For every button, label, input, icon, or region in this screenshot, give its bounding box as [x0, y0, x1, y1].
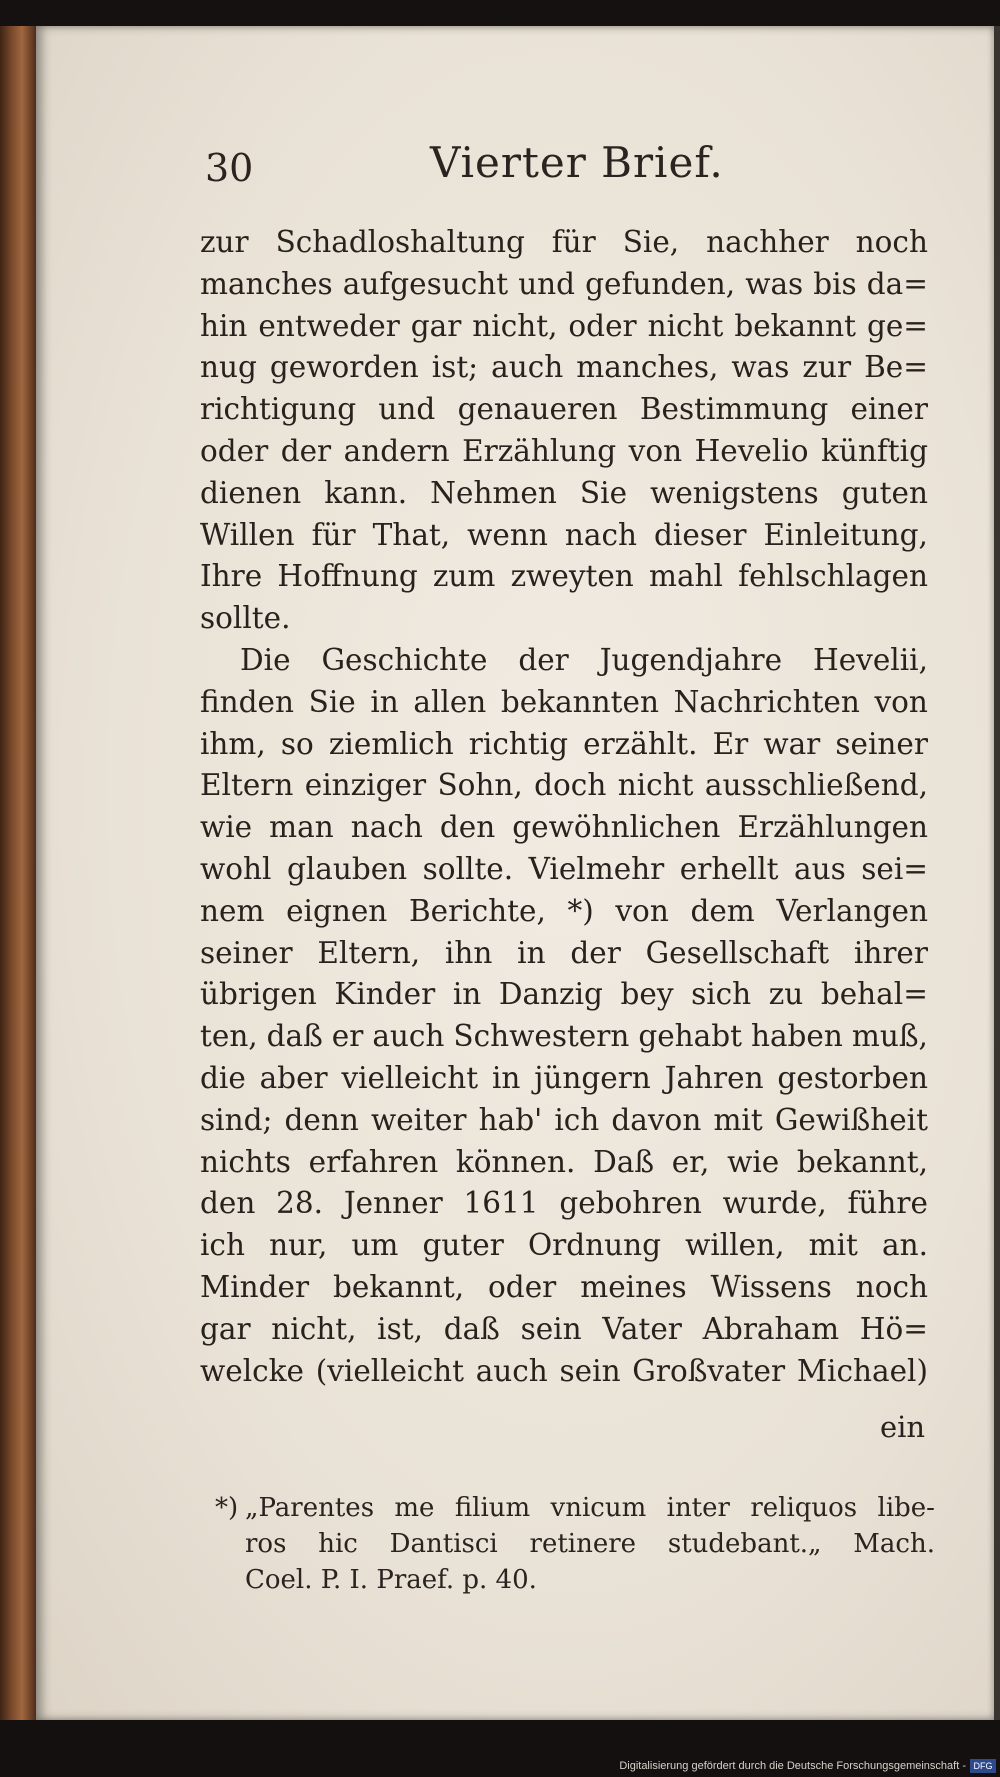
- text-line: Eltern einziger Sohn, doch nicht ausschließend,: [200, 768, 928, 803]
- catchword: ein: [880, 1410, 926, 1444]
- text-line: den 28. Jenner 1611 gebohren wurde, führe: [200, 1186, 928, 1221]
- text-line: zur Schadloshaltung für Sie, nachher noch: [200, 225, 928, 259]
- text-line: oder der andern Erzählung von Hevelio künftig: [200, 433, 928, 468]
- scan-right-border: [994, 26, 1000, 1720]
- book-binding-edge: [0, 26, 40, 1720]
- text-line: Ihre Hoffnung zum zweyten mahl fehlschlagen: [200, 559, 928, 594]
- text-line: nichts erfahren können. Daß er, wie bekannt,: [200, 1144, 928, 1179]
- digitization-credit: Digitalisierung gefördert durch die Deutsche Forschungsgemeinschaft -: [619, 1760, 966, 1772]
- footnote: [215, 1490, 935, 1598]
- text-line: ich nur, um guter Ordnung willen, mit an.: [200, 1228, 928, 1263]
- footnote-mark: *): [215, 1493, 239, 1523]
- text-line: ihm, so ziemlich richtig erzählt. Er war seiner: [200, 726, 928, 761]
- text-line: richtigung und genaueren Bestimmung einer: [200, 392, 928, 427]
- text-line: Willen für That, wenn nach dieser Einleitung,: [200, 517, 928, 552]
- text-line: nem eignen Berichte, *) von dem Verlangen: [200, 893, 928, 928]
- text-line: Die Geschichte der Jugendjahre Hevelii,: [240, 642, 928, 677]
- text-line: welcke (vielleicht auch sein Großvater Michael): [200, 1353, 928, 1388]
- text-line: wohl glauben sollte. Vielmehr erhellt aus sei=: [200, 851, 928, 886]
- footnote-line: „Parentes me filium vnicum inter reliquos libe-: [245, 1493, 935, 1523]
- text-line: Minder bekannt, oder meines Wissens noch: [200, 1269, 928, 1304]
- text-line: ten, daß er auch Schwestern gehabt haben muß,: [200, 1019, 928, 1054]
- text-line: seiner Eltern, ihn in der Gesellschaft ihrer: [200, 935, 928, 970]
- text-line: nug geworden ist; auch manches, was zur Be=: [200, 350, 928, 385]
- text-line: hin entweder gar nicht, oder nicht bekannt ge=: [200, 308, 928, 343]
- running-title: Vierter Brief.: [430, 138, 724, 187]
- text-line: finden Sie in allen bekannten Nachrichten von: [200, 684, 928, 719]
- footnote-line: ros hic Dantisci retinere studebant.„ Mach.: [245, 1529, 935, 1559]
- text-line: die aber vielleicht in jüngern Jahren gestorben: [200, 1060, 928, 1095]
- page-number: 30: [205, 146, 254, 190]
- body-text: [200, 222, 928, 1392]
- text-line: dienen kann. Nehmen Sie wenigstens guten: [200, 475, 928, 510]
- text-line: wie man nach den gewöhnlichen Erzählungen: [200, 810, 928, 845]
- page-header: [205, 138, 945, 198]
- text-line: übrigen Kinder in Danzig bey sich zu behal=: [200, 977, 928, 1012]
- text-line: gar nicht, ist, daß sein Vater Abraham Hö=: [200, 1311, 928, 1346]
- scan-top-border: [0, 0, 1000, 26]
- text-line: sind; denn weiter hab' ich davon mit Gewißheit: [200, 1102, 928, 1137]
- text-line: sollte.: [200, 601, 291, 636]
- footnote-line: Coel. P. I. Praef. p. 40.: [245, 1565, 537, 1595]
- dfg-logo: DFG: [970, 1759, 996, 1773]
- text-line: manches aufgesucht und gefunden, was bis da=: [200, 266, 928, 301]
